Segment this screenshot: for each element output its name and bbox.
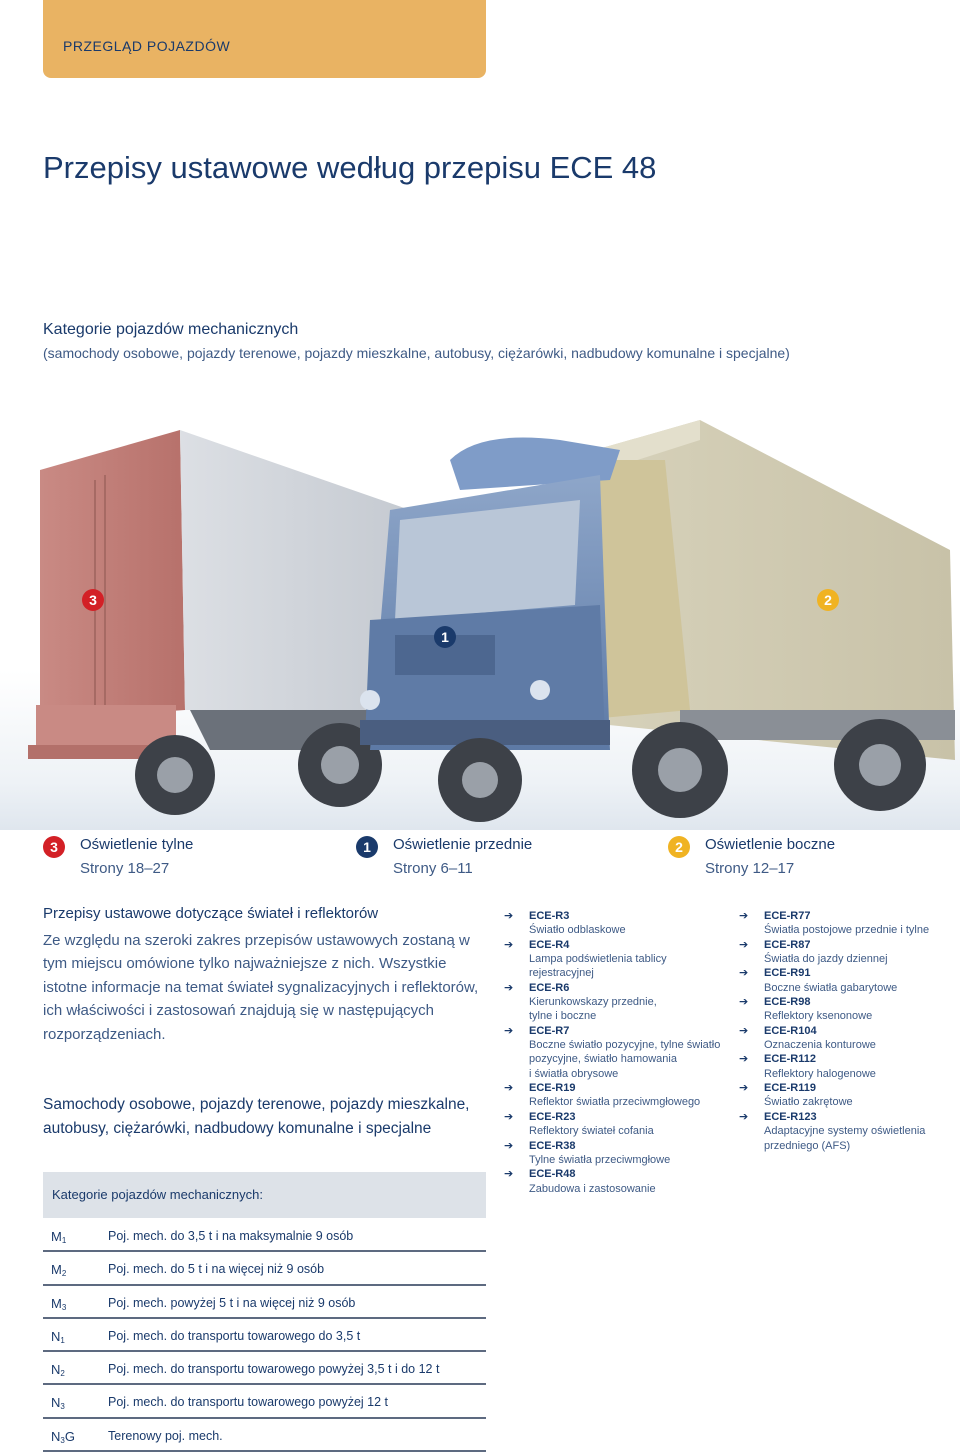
ece-description: Tylne światła przeciwmgłowe bbox=[529, 1153, 671, 1166]
list-item bbox=[739, 1110, 954, 1153]
arrow-right-icon: ➔ bbox=[739, 1082, 749, 1095]
vehicle-category-description: Terenowy poj. mech. bbox=[108, 1428, 223, 1443]
list-item bbox=[739, 966, 954, 995]
legend-pages: Strony 18–27 bbox=[80, 860, 170, 877]
ece-description: pozycyjne, światło hamowania bbox=[529, 1053, 677, 1066]
ece-description: Światło odblaskowe bbox=[529, 924, 626, 937]
vehicle-category-description: Poj. mech. do transportu towarowego do 3,5 t bbox=[108, 1328, 361, 1343]
list-item bbox=[504, 1139, 734, 1168]
marker-2 bbox=[817, 589, 839, 611]
svg-text:3: 3 bbox=[89, 592, 97, 608]
vehicles-illustration bbox=[0, 420, 960, 830]
ece-description: Zabudowa i zastosowanie bbox=[529, 1182, 656, 1195]
list-item bbox=[739, 1024, 954, 1053]
arrow-right-icon: ➔ bbox=[739, 938, 749, 951]
legend-title: Oświetlenie tylne bbox=[80, 836, 194, 853]
arrow-right-icon: ➔ bbox=[739, 996, 749, 1009]
vehicle-category-code: $M_2$ bbox=[51, 1262, 67, 1279]
list-item bbox=[504, 909, 734, 938]
vehicle-categories-table bbox=[43, 1219, 486, 1452]
arrow-right-icon: ➔ bbox=[504, 1139, 514, 1152]
vehicle-category-code: $N_2$ bbox=[51, 1362, 65, 1379]
ece-code: ECE-R7 bbox=[529, 1024, 570, 1037]
vehicle-category-description: Poj. mech. do 3,5 t i na maksymalnie 9 osób bbox=[108, 1229, 354, 1243]
vehicle-category-code: $M_3$ bbox=[51, 1295, 67, 1312]
legend-number-badge: 2 bbox=[668, 836, 690, 858]
categories-title: Kategorie pojazdów mechanicznych bbox=[43, 321, 299, 338]
ece-code: ECE-R87 bbox=[764, 938, 811, 951]
ece-code: ECE-R123 bbox=[764, 1110, 817, 1123]
vehicle-category-code: $N_3G$ bbox=[51, 1428, 75, 1445]
ece-description: Boczne światło pozycyjne, tylne światło bbox=[529, 1039, 721, 1052]
svg-text:2: 2 bbox=[824, 592, 832, 608]
ece-list-2 bbox=[739, 909, 954, 1153]
list-item bbox=[739, 909, 954, 938]
svg-text:1: 1 bbox=[441, 629, 449, 645]
table-row bbox=[43, 1419, 486, 1452]
vehicle-categories-label: Kategorie pojazdów mechanicznych: bbox=[52, 1187, 264, 1202]
ece-description: Kierunkowskazy przednie, bbox=[529, 996, 657, 1009]
ece-code: ECE-R23 bbox=[529, 1110, 576, 1123]
arrow-right-icon: ➔ bbox=[504, 938, 514, 951]
ece-description: Światło zakrętowe bbox=[764, 1096, 853, 1109]
ece-code: ECE-R48 bbox=[529, 1168, 576, 1181]
ece-code: ECE-R119 bbox=[764, 1082, 816, 1095]
list-item bbox=[504, 938, 734, 981]
ece-code: ECE-R38 bbox=[529, 1139, 576, 1152]
ece-description: Oznaczenia konturowe bbox=[764, 1039, 876, 1052]
vehicles-heading: Samochody osobowe, pojazdy terenowe, pojazdy mieszkalne, autobusy, ciężarówki, nadbudowy komunalne i specjalne bbox=[43, 1096, 470, 1137]
ece-description: Reflektor światła przeciwmgłowego bbox=[529, 1096, 701, 1109]
ece-code: ECE-R77 bbox=[764, 910, 811, 922]
ece-description: tylne i boczne bbox=[529, 1010, 597, 1023]
table-row bbox=[43, 1219, 486, 1252]
arrow-right-icon: ➔ bbox=[504, 1082, 514, 1095]
ece-description: i światła obrysowe bbox=[529, 1067, 619, 1080]
marker-3 bbox=[82, 589, 104, 611]
regulations-body: Ze względu na szeroki zakres przepisów ustawowych zostaną w tym miejscu omówione tylko najważniejsze z nich. Wszystkie istotne informacje na temat świateł sygnalizacyjnych i reflektorów, ich właściwości i zastosowań znajdują się w następujących rozporządzeniach. bbox=[43, 932, 479, 1043]
ece-description: rejestracyjnej bbox=[529, 967, 594, 980]
arrow-right-icon: ➔ bbox=[739, 967, 749, 980]
ece-description: Światła do jazdy dziennej bbox=[764, 953, 888, 966]
vehicle-category-description: Poj. mech. do transportu towarowego powyżej 3,5 t i do 12 t bbox=[108, 1362, 440, 1377]
list-item bbox=[739, 938, 954, 967]
arrow-right-icon: ➔ bbox=[739, 910, 749, 922]
arrow-right-icon: ➔ bbox=[504, 981, 514, 994]
ece-code: ECE-R19 bbox=[529, 1082, 576, 1095]
ece-code: ECE-R112 bbox=[764, 1053, 816, 1066]
legend-number-badge: 3 bbox=[43, 836, 65, 858]
ece-description: Reflektory świateł cofania bbox=[529, 1125, 654, 1138]
table-row bbox=[43, 1319, 486, 1352]
vehicle-category-code: $M_1$ bbox=[51, 1229, 67, 1245]
vehicle-category-description: Poj. mech. powyżej 5 t i na więcej niż 9 osób bbox=[108, 1295, 356, 1310]
ece-description: Adaptacyjne systemy oświetlenia bbox=[764, 1125, 926, 1138]
table-row bbox=[43, 1385, 486, 1418]
table-row bbox=[43, 1352, 486, 1385]
legend-number-badge: 1 bbox=[356, 836, 378, 858]
ece-code: ECE-R4 bbox=[529, 938, 570, 951]
arrow-right-icon: ➔ bbox=[739, 1110, 749, 1123]
vehicle-categories-header bbox=[43, 1172, 486, 1218]
ece-description: Lampa podświetlenia tablicy bbox=[529, 953, 667, 966]
list-item bbox=[504, 1024, 734, 1081]
list-item bbox=[739, 1081, 954, 1110]
table-row bbox=[43, 1286, 486, 1319]
list-item bbox=[739, 995, 954, 1024]
legend-title: Oświetlenie boczne bbox=[705, 836, 836, 853]
section-tab-label: PRZEGLĄD POJAZDÓW bbox=[63, 38, 231, 54]
table-row bbox=[43, 1252, 486, 1285]
ece-description: Światła postojowe przednie i tylne bbox=[764, 924, 930, 937]
vehicle-category-code: $N_1$ bbox=[51, 1328, 65, 1345]
ece-code: ECE-R104 bbox=[764, 1024, 817, 1037]
list-item bbox=[504, 1081, 734, 1110]
arrow-right-icon: ➔ bbox=[504, 1024, 514, 1037]
arrow-right-icon: ➔ bbox=[739, 1024, 749, 1037]
vehicle-category-description: Poj. mech. do transportu towarowego powyżej 12 t bbox=[108, 1395, 389, 1410]
ece-code: ECE-R98 bbox=[764, 996, 811, 1009]
arrow-right-icon: ➔ bbox=[739, 1053, 749, 1066]
legend-pages: Strony 6–11 bbox=[393, 860, 473, 877]
legend-pages: Strony 12–17 bbox=[705, 860, 795, 877]
ece-code: ECE-R3 bbox=[529, 910, 570, 922]
list-item bbox=[504, 1110, 734, 1139]
page-title: Przepisy ustawowe według przepisu ECE 48 bbox=[43, 150, 657, 185]
arrow-right-icon: ➔ bbox=[504, 910, 514, 922]
arrow-right-icon: ➔ bbox=[504, 1110, 514, 1123]
ece-description: Boczne światła gabarytowe bbox=[764, 981, 898, 994]
list-item bbox=[739, 1052, 954, 1081]
list-item bbox=[504, 1167, 734, 1196]
ece-description: przedniego (AFS) bbox=[764, 1139, 851, 1152]
arrow-right-icon: ➔ bbox=[504, 1168, 514, 1181]
vehicle-category-description: Poj. mech. do 5 t i na więcej niż 9 osób bbox=[108, 1262, 325, 1277]
regulations-heading: Przepisy ustawowe dotyczące świateł i reflektorów bbox=[43, 905, 379, 922]
section-tab bbox=[43, 0, 486, 78]
vehicle-category-code: $N_3$ bbox=[51, 1395, 65, 1412]
legend-title: Oświetlenie przednie bbox=[393, 836, 533, 853]
ece-description: Reflektory halogenowe bbox=[764, 1067, 876, 1080]
marker-1 bbox=[434, 626, 456, 648]
ece-description: Reflektory ksenonowe bbox=[764, 1010, 873, 1023]
ece-code: ECE-R6 bbox=[529, 981, 570, 994]
categories-subtitle: (samochody osobowe, pojazdy terenowe, pojazdy mieszkalne, autobusy, ciężarówki, nadbudowy komunalne i specjalne) bbox=[43, 345, 790, 361]
list-item bbox=[504, 981, 734, 1024]
ece-code: ECE-R91 bbox=[764, 967, 811, 980]
ece-list-1 bbox=[504, 909, 734, 1196]
